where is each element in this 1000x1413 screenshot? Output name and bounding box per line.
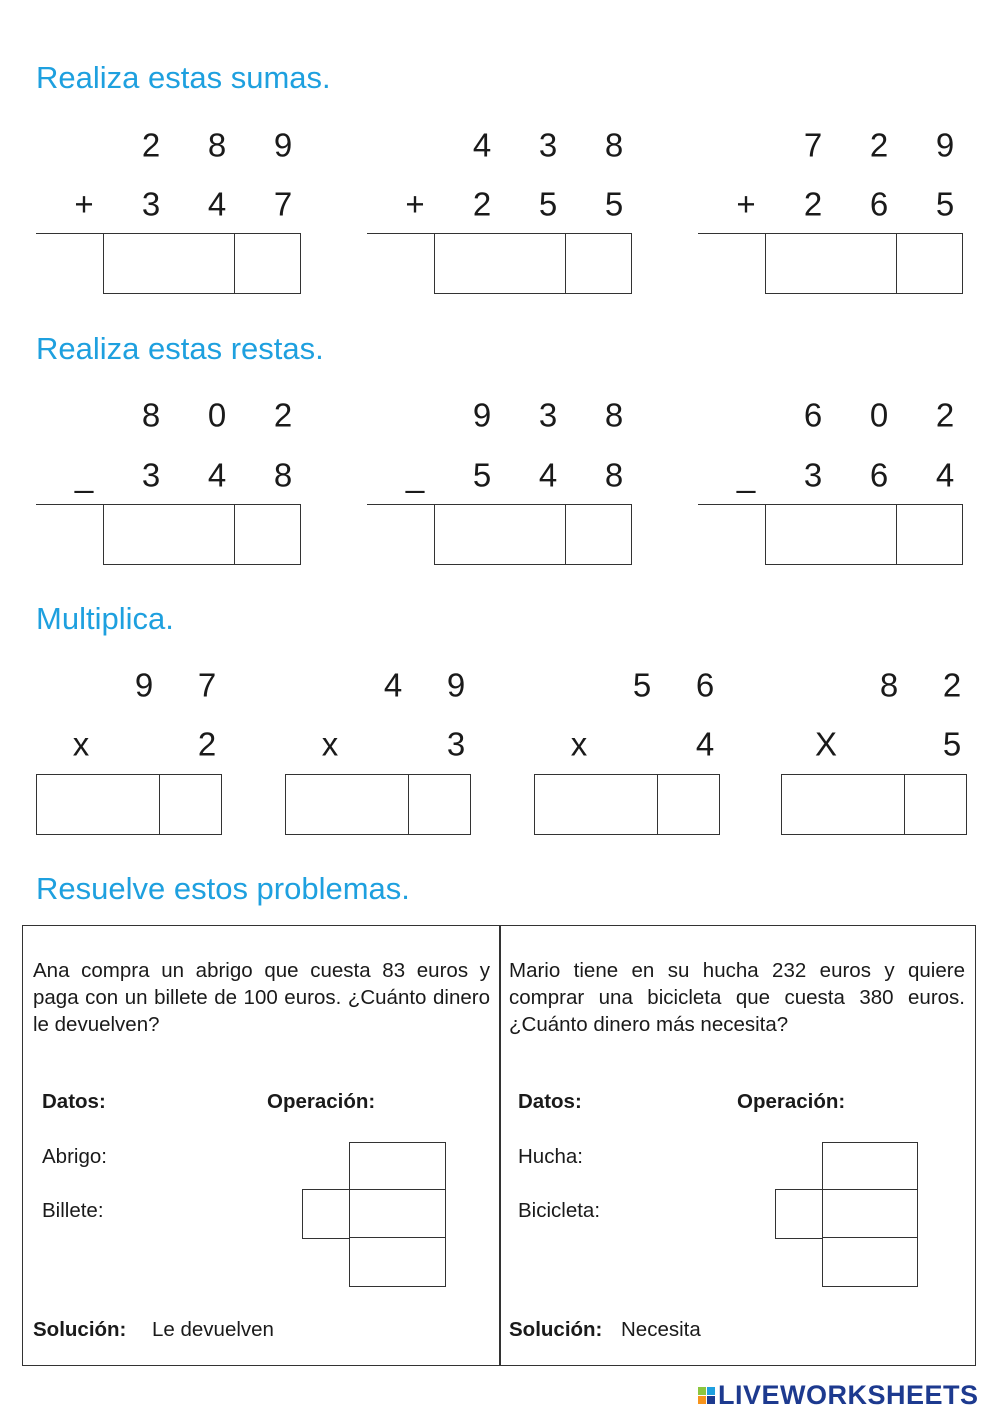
subtractions-2-bottom-digit-1: 5 [472, 456, 492, 494]
subtractions-1-answer-box-1[interactable] [103, 504, 170, 565]
logo-square-2 [707, 1387, 715, 1395]
mult-1-answer-box-3[interactable] [160, 774, 222, 835]
problem-1-data-billete: Billete: [42, 1199, 104, 1222]
mult-3-answer-box-2[interactable] [596, 774, 658, 835]
sums-2-rule [367, 233, 435, 234]
problem-1-text: Ana compra un abrigo que cuesta 83 euros y paga con un billete de 100 euros. ¿Cuánto dinero le devuelven? [33, 959, 490, 1036]
problem-2-text: Mario tiene en su hucha 232 euros y quiere comprar una bicicleta que cuesta 380 euros. ¿Cuánto dinero más necesita? [509, 959, 965, 1036]
sums-3-sign: + [736, 185, 756, 223]
mult-2-top-digit-2: 9 [446, 666, 466, 704]
sums-1-bottom-digit-1: 3 [141, 185, 161, 223]
mult-4-answer-box-2[interactable] [843, 774, 905, 835]
sums-1-top-digit-1: 2 [141, 126, 161, 164]
problem-2-op-box-top[interactable] [822, 1142, 918, 1191]
mult-4-sign: X [814, 725, 838, 763]
subtractions-3-sign: _ [736, 456, 756, 494]
problem-2-op-box-sign[interactable] [775, 1189, 824, 1239]
subtractions-3-rule [698, 504, 766, 505]
subtractions-3-top-digit-2: 0 [869, 396, 889, 434]
sums-3-top-digit-2: 2 [869, 126, 889, 164]
mult-1-factor: 2 [197, 725, 217, 763]
sums-3-top-digit-3: 9 [935, 126, 955, 164]
mult-1-top-digit-2: 7 [197, 666, 217, 704]
problem-1-solucion-label: Solución: [33, 1318, 127, 1341]
sums-3-answer-box-3[interactable] [897, 233, 963, 294]
subtractions-2-bottom-digit-3: 8 [604, 456, 624, 494]
sums-2-top-digit-3: 8 [604, 126, 624, 164]
mult-4-factor: 5 [942, 725, 962, 763]
sums-1-answer-box-2[interactable] [169, 233, 235, 294]
mult-1-sign: x [72, 725, 90, 763]
mult-4-answer-box-3[interactable] [905, 774, 967, 835]
subtractions-3-answer-box-2[interactable] [831, 504, 897, 565]
mult-3-top-digit-1: 5 [632, 666, 652, 704]
sums-3-answer-box-2[interactable] [831, 233, 897, 294]
subtractions-2-top-digit-1: 9 [472, 396, 492, 434]
subtractions-3-bottom-digit-3: 4 [935, 456, 955, 494]
logo-text: LIVEWORKSHEETS [718, 1380, 979, 1410]
subtractions-2-sign: _ [405, 456, 425, 494]
problem-2-data-bicicleta: Bicicleta: [518, 1199, 601, 1222]
mult-2-sign: x [321, 725, 339, 763]
problem-2-op-box-middle[interactable] [822, 1189, 918, 1239]
subtractions-2-answer-box-1[interactable] [434, 504, 501, 565]
problem-2-solucion-text: Necesita [621, 1318, 701, 1341]
problem-1-data-abrigo: Abrigo: [42, 1145, 107, 1168]
mult-1-top-digit-1: 9 [134, 666, 154, 704]
sums-3-bottom-digit-1: 2 [803, 185, 823, 223]
sums-1-top-digit-3: 9 [273, 126, 293, 164]
mult-4-top-digit-2: 2 [942, 666, 962, 704]
subtractions-1-bottom-digit-3: 8 [273, 456, 293, 494]
sums-3-top-digit-1: 7 [803, 126, 823, 164]
mult-3-answer-box-1[interactable] [534, 774, 597, 835]
subtractions-1-rule [36, 504, 104, 505]
mult-4-top-digit-1: 8 [879, 666, 899, 704]
problem-1-datos-label: Datos: [42, 1090, 106, 1113]
subtractions-1-top-digit-1: 8 [141, 396, 161, 434]
sums-2-bottom-digit-2: 5 [538, 185, 558, 223]
logo-square-3 [698, 1396, 706, 1404]
sums-2-sign: + [405, 185, 425, 223]
mult-2-answer-box-1[interactable] [285, 774, 348, 835]
mult-1-answer-box-1[interactable] [36, 774, 99, 835]
mult-3-top-digit-2: 6 [695, 666, 715, 704]
subtractions-1-bottom-digit-1: 3 [141, 456, 161, 494]
sums-1-top-digit-2: 8 [207, 126, 227, 164]
problem-1-op-box-middle[interactable] [349, 1189, 446, 1239]
subtractions-2-top-digit-2: 3 [538, 396, 558, 434]
subtractions-2-answer-box-3[interactable] [566, 504, 632, 565]
sums-1-answer-box-3[interactable] [235, 233, 301, 294]
problem-1-op-box-sign[interactable] [302, 1189, 351, 1239]
mult-2-answer-box-2[interactable] [347, 774, 409, 835]
problem-1-op-box-top[interactable] [349, 1142, 446, 1191]
sums-3-bottom-digit-2: 6 [869, 185, 889, 223]
subtractions-2-bottom-digit-2: 4 [538, 456, 558, 494]
sums-2-answer-box-1[interactable] [434, 233, 501, 294]
sums-3-answer-box-1[interactable] [765, 233, 832, 294]
sums-2-top-digit-2: 3 [538, 126, 558, 164]
logo-square-4 [707, 1396, 715, 1404]
sums-1-answer-box-1[interactable] [103, 233, 170, 294]
problem-1-op-box-result[interactable] [349, 1237, 446, 1287]
subtractions-2-answer-box-2[interactable] [500, 504, 566, 565]
subtractions-1-answer-box-3[interactable] [235, 504, 301, 565]
sums-2-answer-box-3[interactable] [566, 233, 632, 294]
heading-sums: Realiza estas sumas. [36, 60, 331, 95]
subtractions-3-bottom-digit-2: 6 [869, 456, 889, 494]
sums-2-top-digit-1: 4 [472, 126, 492, 164]
subtractions-2-rule [367, 504, 435, 505]
sums-2-answer-box-2[interactable] [500, 233, 566, 294]
mult-2-top-digit-1: 4 [383, 666, 403, 704]
problem-2-op-box-result[interactable] [822, 1237, 918, 1287]
sums-1-bottom-digit-3: 7 [273, 185, 293, 223]
sums-1-rule [36, 233, 104, 234]
mult-4-answer-box-1[interactable] [781, 774, 844, 835]
sums-3-rule [698, 233, 766, 234]
sums-2-bottom-digit-1: 2 [472, 185, 492, 223]
subtractions-3-answer-box-3[interactable] [897, 504, 963, 565]
subtractions-1-answer-box-2[interactable] [169, 504, 235, 565]
subtractions-1-bottom-digit-2: 4 [207, 456, 227, 494]
heading-subtractions: Realiza estas restas. [36, 331, 324, 366]
mult-3-answer-box-3[interactable] [658, 774, 720, 835]
subtractions-1-sign: _ [74, 456, 94, 494]
subtractions-3-answer-box-1[interactable] [765, 504, 832, 565]
mult-2-answer-box-3[interactable] [409, 774, 471, 835]
problem-2-solucion-label: Solución: [509, 1318, 603, 1341]
problem-2-data-hucha: Hucha: [518, 1145, 583, 1168]
sums-3-bottom-digit-3: 5 [935, 185, 955, 223]
mult-2-factor: 3 [446, 725, 466, 763]
mult-3-factor: 4 [695, 725, 715, 763]
problem-2-operacion-label: Operación: [737, 1090, 846, 1113]
logo-mark-icon [698, 1387, 715, 1404]
sums-1-sign: + [74, 185, 94, 223]
subtractions-1-top-digit-2: 0 [207, 396, 227, 434]
mult-1-answer-box-2[interactable] [98, 774, 160, 835]
subtractions-3-top-digit-1: 6 [803, 396, 823, 434]
heading-problems: Resuelve estos problemas. [36, 871, 410, 906]
sums-1-bottom-digit-2: 4 [207, 185, 227, 223]
liveworksheets-logo [698, 1380, 979, 1411]
sums-2-bottom-digit-3: 5 [604, 185, 624, 223]
heading-multiply: Multiplica. [36, 601, 174, 636]
subtractions-1-top-digit-3: 2 [273, 396, 293, 434]
problem-2-datos-label: Datos: [518, 1090, 582, 1113]
problem-1-solucion-text: Le devuelven [152, 1318, 274, 1341]
subtractions-3-top-digit-3: 2 [935, 396, 955, 434]
logo-square-1 [698, 1387, 706, 1395]
subtractions-2-top-digit-3: 8 [604, 396, 624, 434]
problem-1-operacion-label: Operación: [267, 1090, 376, 1113]
subtractions-3-bottom-digit-1: 3 [803, 456, 823, 494]
mult-3-sign: x [570, 725, 588, 763]
